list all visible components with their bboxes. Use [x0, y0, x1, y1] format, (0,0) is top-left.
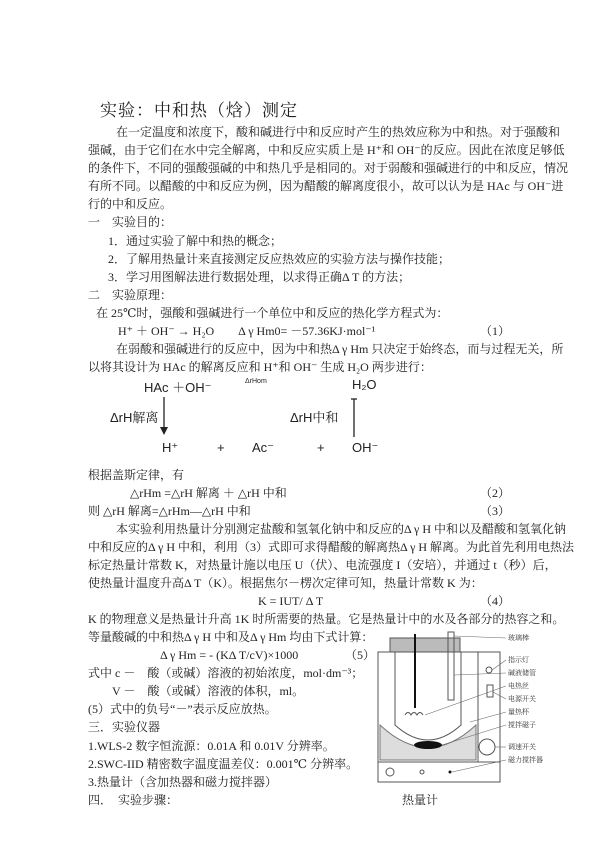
figure-label: 调速开关 — [508, 744, 536, 751]
section-heading: 三．实验仪器 — [88, 720, 161, 734]
equation-1: H⁺ ＋ OH⁻ → H₂O Δ γ Hm0= －57.36KJ·mol⁻¹ — [118, 324, 376, 338]
hplus-label: H⁺ — [162, 440, 179, 455]
figure-label: 搅拌磁子 — [508, 722, 536, 729]
intro-line: 在一定温度和浓度下，酸和碱进行中和反应时产生的热效应称为中和热。对于强酸和 — [116, 125, 561, 139]
reactants-label: HAc ＋OH⁻ — [144, 380, 212, 395]
method-line: 使热量计温度升高Δ T（K）。根据焦尔－楞次定律可知，热量计常数 K 为： — [88, 576, 483, 590]
neutralization-enthalpy-label: ΔrH中和 — [290, 410, 339, 425]
section-heading: 二 实验原理： — [88, 288, 173, 302]
figure-label: 磁力搅拌器 — [508, 757, 543, 764]
principle-line: 以将其设计为 HAc 的解离反应和 H⁺和 OH⁻ 生成 H₂O 两步进行： — [88, 360, 432, 374]
equation-number: （5） — [345, 648, 376, 662]
equation-4: K = IUT/ Δ T — [258, 594, 324, 608]
water-label: H₂O — [352, 377, 377, 392]
instrument-item: 2.SWC-IID 精密数字温度温差仪：0.001℃ 分辨率。 — [88, 757, 359, 771]
calorimeter-figure — [370, 630, 545, 788]
where-c: 式中 c － 酸（或碱）溶液的初始浓度，mol·dm⁻³； — [88, 666, 364, 680]
drhom-label: ΔrHom — [245, 378, 267, 385]
figure-label: 电热丝 — [508, 683, 529, 690]
figure-caption: 热量计 — [402, 793, 439, 807]
equation-number: （4） — [479, 594, 510, 608]
figure-label: 指示灯 — [508, 657, 529, 664]
intro-line: 强碱，由于它们在水中完全解离，中和反应实质上是 H⁺和 OH⁻的反应。因此在浓度足够低 — [88, 143, 565, 157]
objective-item: 2．了解用热量计来直接测定反应热效应的实验方法与操作技能； — [108, 252, 451, 266]
equation-number: （2） — [479, 486, 510, 500]
sign-note: (5）式中的负号“－”表示反应放热。 — [88, 702, 277, 716]
k-meaning-line: K 的物理意义是热量计升高 1K 时所需要的热量。它是热量计中的水及各部分的热容之和。 — [88, 612, 565, 626]
principle-line: 在 25℃时，强酸和强碱进行一个单位中和反应的热化学方程式为： — [96, 306, 449, 320]
intro-line: 的条件下，不同的强酸强碱的中和热几乎是相同的。对于弱酸和强碱进行的中和反应，情况 — [88, 161, 569, 175]
hydroxide-label: OH⁻ — [352, 440, 379, 455]
arrow-up-icon — [351, 399, 357, 437]
equation-number: （1） — [479, 324, 510, 338]
method-line: 中和反应的Δ γ H 中和，利用（3）式即可求得醋酸的解离热Δ γ H 解离。为此首先利用电热法 — [88, 540, 575, 554]
equation-5: Δ γ Hm = - (KΔ T/cV)×1000 — [160, 648, 299, 662]
where-v: V － 酸（或碱）溶液的体积，ml。 — [112, 684, 305, 698]
plus-sign: + — [217, 440, 225, 455]
arrow-down-icon — [160, 397, 168, 435]
calc-line: 等量酸碱的中和热Δ γ H 中和及Δ γ Hm 均由下式计算： — [88, 630, 374, 644]
hess-law-line: 根据盖斯定律，有 — [88, 468, 185, 482]
method-line: 本实验利用热量计分别测定盐酸和氢氧化钠中和反应的Δ γ H 中和以及醋酸和氢氧化钠 — [116, 522, 567, 536]
equation-2: △rHm =△rH 解离 ＋ △rH 中和 — [130, 486, 287, 500]
figure-label: 玻璃棒 — [508, 635, 529, 642]
section-heading: 四． 实验步骤： — [88, 793, 179, 807]
dissociation-enthalpy-label: ΔrH解离 — [110, 410, 159, 425]
instrument-item: 1.WLS-2 数字恒流源：0.01A 和 0.01V 分辨率。 — [88, 739, 335, 753]
figure-label: 量热杯 — [508, 709, 529, 716]
diagram-arrows — [150, 395, 380, 440]
equation-3: 则 △rH 解离=△rHm—△rH 中和 — [88, 504, 251, 518]
intro-line: 行的中和反应。 — [88, 197, 173, 211]
equation-number: （3） — [479, 504, 510, 518]
page-title: 实验：中和热（焓）测定 — [100, 101, 298, 120]
principle-line: 在弱酸和强碱进行的反应中，因为中和热Δ γ Hm 只决定于始终态，而与过程无关，所 — [116, 342, 564, 356]
objective-item: 1．通过实验了解中和热的概念； — [108, 234, 283, 248]
method-line: 标定热量计常数 K，对热量计施以电压 U（伏）、电流强度 I（安培），并通过 t（秒）后， — [88, 558, 557, 572]
section-heading: 一 实验目的： — [88, 215, 173, 229]
instrument-item: 3.热量计（含加热器和磁力搅拌器） — [88, 775, 278, 789]
acetate-label: Ac⁻ — [252, 440, 275, 455]
intro-line: 有所不同。以醋酸的中和反应为例，因为醋酸的解离度很小，故可以认为是 HAc 与 OH⁻进 — [88, 179, 564, 193]
plus-sign: + — [317, 440, 325, 455]
figure-label: 碱液储管 — [508, 670, 536, 677]
objective-item: 3．学习用图解法进行数据处理，以求得正确Δ T 的方法； — [108, 270, 411, 284]
figure-label: 电源开关 — [508, 696, 536, 703]
